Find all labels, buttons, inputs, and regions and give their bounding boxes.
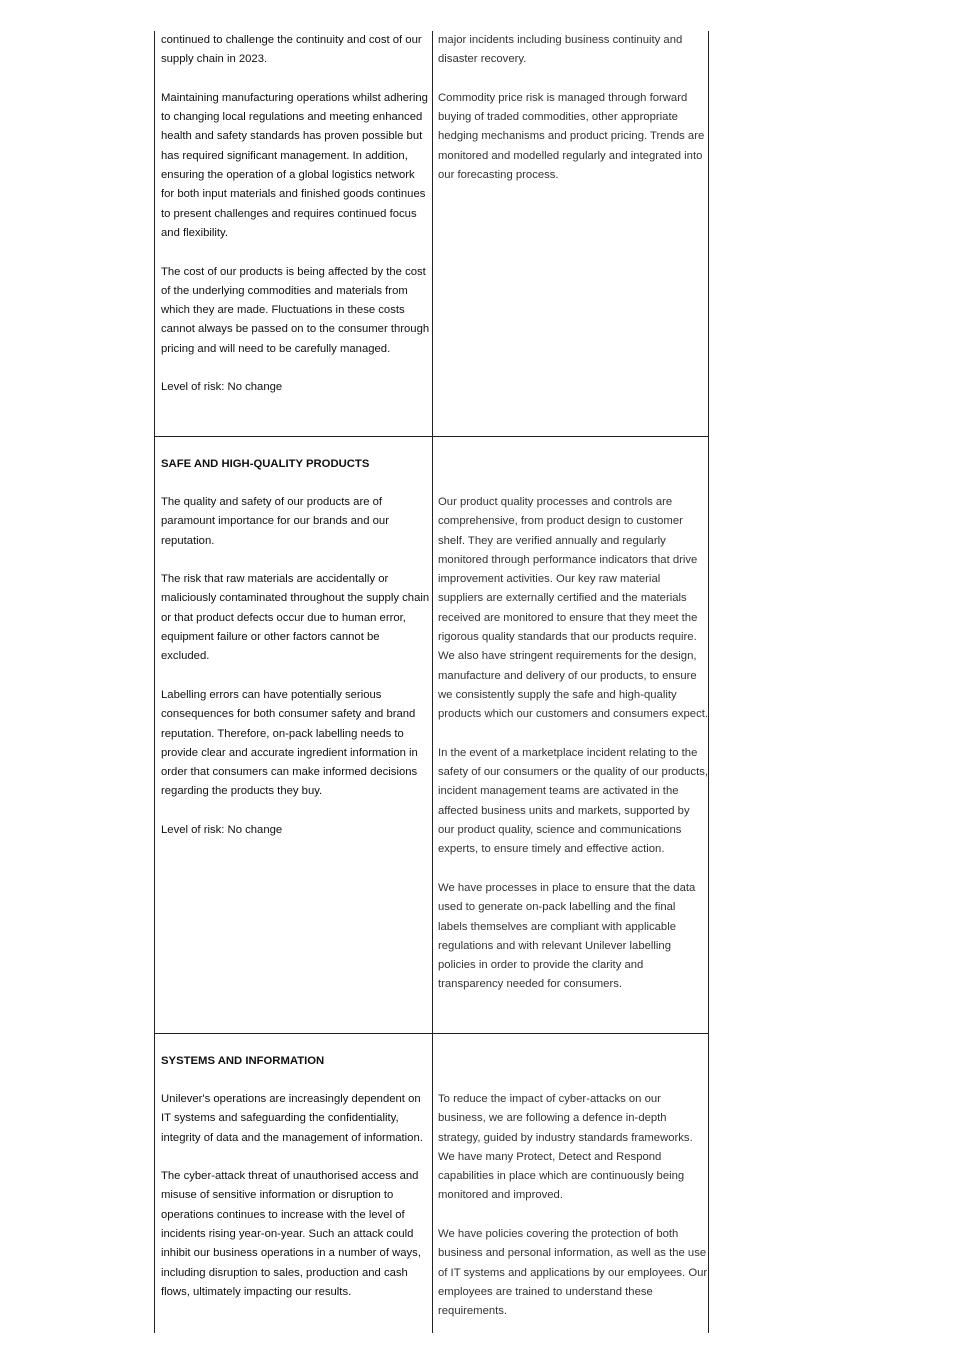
risk-management-safe-products: Our product quality processes and controls are comprehensive, from product design to customer shelf. They are verified annually and regularly monitored through performance indicators that drive improvement activities. Our key raw material suppliers are externally certified and the materials received are monitored to ensure that they meet the rigorous quality standards that our products require. We also have stringent requirements for the design, manufacture and delivery of our products, to ensure we consistently supply the safe and high-quality products which our customers and consumers expect. In the event of a marketplace incident relating to the safety of our consumers or the quality of our products, incident management teams are activated in the affected business units and markets, supported by our product quality, science and communications experts, to ensure timely and effective action. We have processes in place to ensure that the data used to generate on-pack labelling and the final labels themselves are compliant with applicable regulations and with relevant Unilever labelling policies in order to provide the clarity and transparency needed for consumers. — [438, 496, 709, 991]
risk-description-supply-chain: continued to challenge the continuity and cost of our supply chain in 2023. Maintaining manufacturing operations whilst adhering to changing local regulations and meeting enhanced health and safety standards has proven possible but has required significant management. In addition, ensuring the operation of a global logistics network for both input materials and finished goods continues to present challenges and requires continued focus and flexibility. The cost of our products is being affected by the cost of the underlying commodities and materials from which they are made. Fluctuations in these costs cannot always be passed on to the consumer through pricing and will need to be carefully managed. Level of risk: No change — [161, 34, 430, 394]
row-divider — [155, 436, 708, 437]
risk-table — [154, 31, 709, 1333]
risk-description-systems-information: Unilever's operations are increasingly dependent on IT systems and safeguarding the confidentiality, integrity of data and the management of information. The cyber-attack threat of unauthorised access and misuse of sensitive information or disruption to operations continues to increase with the level of incidents rising year-on-year. Such an attack could inhibit our business operations in a number of ways, including disruption to sales, production and cash flows, ultimately impacting our results. — [161, 1093, 423, 1298]
risk-management-supply-chain: major incidents including business continuity and disaster recovery. Commodity price risk is managed through forward buying of traded commodities, other appropriate hedging mechanisms and product pricing. Trends are monitored and modelled regularly and integrated into our forecasting process. — [438, 34, 705, 182]
risk-management-systems-information: To reduce the impact of cyber-attacks on our business, we are following a defence in-depth strategy, guided by industry standards frameworks. We have many Protect, Detect and Respond capabilities in place which are continuously being monitored and improved. We have policies covering the protection of both business and personal information, as well as the use of IT systems and applications by our employees. Our employees are trained to understand these requirements. — [438, 1093, 708, 1318]
risk-heading-systems-information: SYSTEMS AND INFORMATION — [161, 1055, 325, 1067]
risk-heading-safe-products: SAFE AND HIGH-QUALITY PRODUCTS — [161, 458, 370, 470]
row-divider — [155, 1033, 708, 1034]
risk-description-safe-products: The quality and safety of our products are of paramount importance for our brands and our reputation. The risk that raw materials are accidentally or maliciously contaminated throughout the supply chain or that product defects occur due to human error, equipment failure or other factors cannot be excluded. Labelling errors can have potentially serious consequences for both consumer safety and brand reputation. Therefore, on-pack labelling needs to provide clear and accurate ingredient information in order that consumers can make informed decisions regarding the products they buy. Level of risk: No change — [161, 496, 430, 837]
column-divider — [432, 31, 433, 1333]
